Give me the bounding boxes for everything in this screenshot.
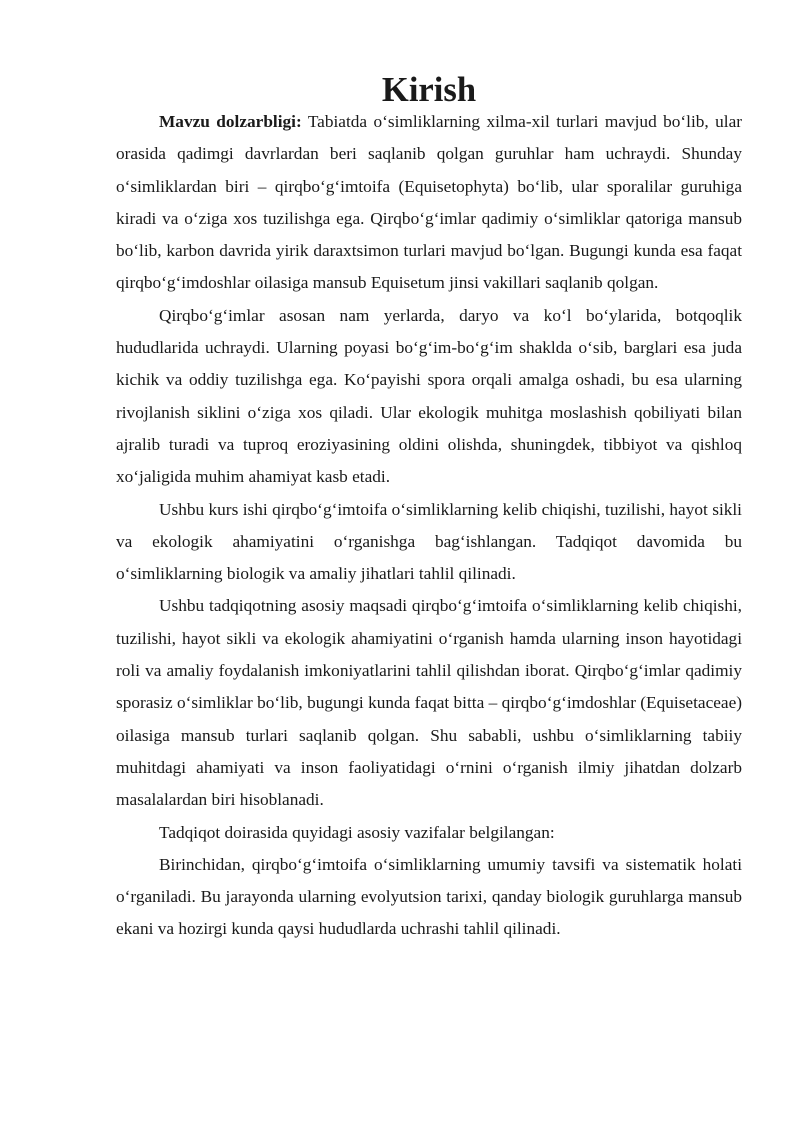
paragraph-relevance — [116, 106, 742, 300]
paragraph-tasks-intro — [116, 817, 742, 849]
paragraph-habitat — [116, 300, 742, 494]
document-page — [116, 71, 742, 946]
paragraph-text: Ushbu kurs ishi qirqbo‘g‘imtoifa o‘simliklarning kelib chiqishi, tuzilishi, hayot sikli va ekologik ahamiyatini o‘rganishga bag‘ishlangan. Tadqiqot davomida bu o‘simliklarning biologik va amaliy jihatlari tahlil qilinadi. — [116, 499, 742, 584]
page-title: Kirish — [381, 71, 477, 109]
paragraph-text: Tadqiqot doirasida quyidagi asosiy vazifalar belgilangan: — [159, 822, 555, 842]
paragraph-first-task — [116, 849, 742, 946]
paragraph-coursework — [116, 494, 742, 591]
paragraph-lead: Mavzu dolzarbligi: — [159, 112, 302, 131]
paragraph-goal — [116, 590, 742, 816]
paragraph-text: Qirqbo‘g‘imlar asosan nam yerlarda, daryo va ko‘l bo‘ylarida, botqoqlik hududlarida uchraydi. Ularning poyasi bo‘g‘im-bo‘g‘im shaklda o‘sib, barglari esa juda kichik va oddiy tuzilishga ega. Ko‘payishi spora orqali amalga oshadi, bu esa ularning rivojlanish siklini o‘ziga xos qiladi. Ular ekologik muhitga moslashish qobiliyati bilan ajralib turadi va tuproq eroziyasining oldini olishda, shuningdek, tibbiyot va qishloq xo‘jaligida muhim ahamiyat kasb etadi. — [116, 305, 742, 487]
paragraph-text: Ushbu tadqiqotning asosiy maqsadi qirqbo‘g‘imtoifa o‘simliklarning kelib chiqishi, tuzilishi, hayot sikli va ekologik ahamiyatini o‘rganish hamda ularning inson hayotidagi roli va amaliy foydalanish imkoniyatlarini tahlil qilishdan iborat. Qirqbo‘g‘imlar qadimiy sporasiz o‘simliklar bo‘lib, bugungi kunda faqat bitta – qirqbo‘g‘imdoshlar (Equisetaceae) oilasiga mansub turlari saqlanib qolgan. Shu sababli, ushbu o‘simliklarning tabiiy muhitdagi ahamiyati va inson faoliyatidagi o‘rnini o‘rganish ilmiy jihatdan dolzarb masalalardan biri hisoblanadi. — [116, 596, 742, 810]
paragraph-text: Tabiatda o‘simliklarning xilma-xil turlari mavjud bo‘lib, ular orasida qadimgi davrlardan beri saqlanib qolgan guruhlar ham uchraydi. Shunday o‘simliklardan biri – qirqbo‘g‘imtoifa (Equisetophyta) bo‘lib, ular sporalilar guruhiga kiradi va o‘ziga xos tuzilishga ega. Qirqbo‘g‘imlar qadimiy o‘simliklar qatoriga mansub bo‘lib, karbon davrida yirik daraxtsimon turlari mavjud bo‘lgan. Bugungi kunda esa faqat qirqbo‘g‘imdoshlar oilasiga mansub Equisetum jinsi vakillari saqlanib qolgan. — [116, 112, 742, 293]
paragraph-text: Birinchidan, qirqbo‘g‘imtoifa o‘simliklarning umumiy tavsifi va sistematik holati o‘rganiladi. Bu jarayonda ularning evolyutsion tarixi, qanday biologik guruhlarga mansub ekani va hozirgi kunda qaysi hududlarda uchrashi tahlil qilinadi. — [116, 854, 742, 939]
